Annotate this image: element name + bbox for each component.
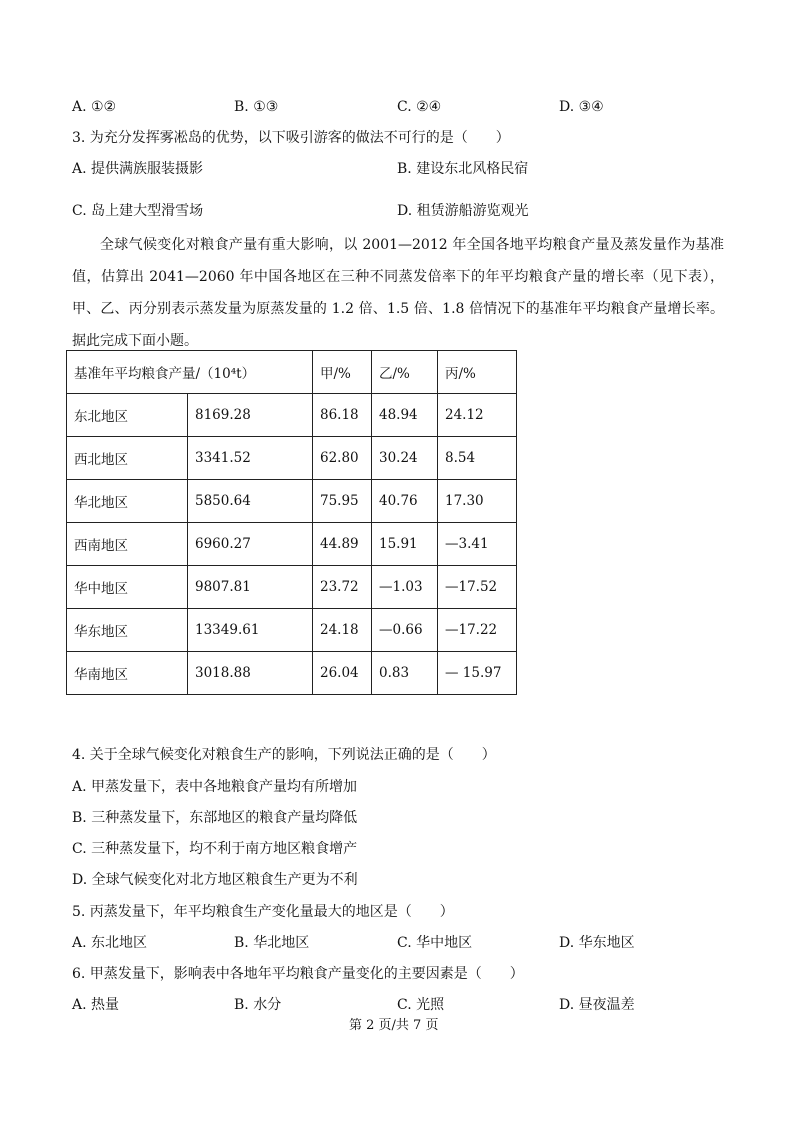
table-cell: 华中地区 bbox=[67, 566, 188, 609]
q5-option-c: C. 华中地区 bbox=[397, 935, 473, 951]
table-cell: 30.24 bbox=[372, 437, 438, 480]
table-cell: 86.18 bbox=[313, 394, 372, 437]
q5-option-b: B. 华北地区 bbox=[234, 935, 310, 951]
table-cell: 24.18 bbox=[313, 609, 372, 652]
table-cell: 东北地区 bbox=[67, 394, 188, 437]
page-footer: 第 2 页/共 7 页 bbox=[349, 1018, 439, 1033]
table-cell: 62.80 bbox=[313, 437, 372, 480]
table-cell: 5850.64 bbox=[188, 480, 313, 523]
q5-option-a: A. 东北地区 bbox=[72, 935, 148, 951]
table-header-cell: 甲/% bbox=[313, 351, 372, 394]
table-cell: 75.95 bbox=[313, 480, 372, 523]
table-cell: 3018.88 bbox=[188, 652, 313, 695]
table-cell: 23.72 bbox=[313, 566, 372, 609]
q4-option-a: A. 甲蒸发量下，表中各地粮食产量均有所增加 bbox=[72, 779, 358, 795]
q6-option-a: A. 热量 bbox=[72, 997, 120, 1013]
table-cell: 华南地区 bbox=[67, 652, 188, 695]
table-cell: —0.66 bbox=[372, 609, 438, 652]
table-header-cell: 基准年平均粮食产量/（10⁴t） bbox=[67, 351, 313, 394]
q5-stem: 5. 丙蒸发量下，年平均粮食生产变化量最大的地区是（ ） bbox=[72, 904, 454, 920]
table-cell: 西北地区 bbox=[67, 437, 188, 480]
q6-option-d: D. 昼夜温差 bbox=[559, 997, 635, 1013]
table-header-row bbox=[67, 351, 517, 394]
table-cell: —17.22 bbox=[438, 609, 517, 652]
table-cell: — 15.97 bbox=[438, 652, 517, 695]
q4-option-c: C. 三种蒸发量下，均不利于南方地区粮食增产 bbox=[72, 841, 358, 857]
table-cell: 15.91 bbox=[372, 523, 438, 566]
table-cell: —1.03 bbox=[372, 566, 438, 609]
table-row bbox=[67, 480, 517, 523]
table-row bbox=[67, 566, 517, 609]
table-cell: 24.12 bbox=[438, 394, 517, 437]
table-cell: 9807.81 bbox=[188, 566, 313, 609]
q3-option-d: D. 租赁游船游览观光 bbox=[397, 203, 529, 219]
table-cell: 17.30 bbox=[438, 480, 517, 523]
q2-option-d: D. ③④ bbox=[559, 99, 604, 115]
table-header-cell: 乙/% bbox=[372, 351, 438, 394]
table-row bbox=[67, 394, 517, 437]
table-row bbox=[67, 652, 517, 695]
grain-yield-table bbox=[66, 350, 517, 695]
q4-option-d: D. 全球气候变化对北方地区粮食生产更为不利 bbox=[72, 872, 358, 888]
q2-option-c: C. ②④ bbox=[397, 99, 442, 115]
q6-option-c: C. 光照 bbox=[397, 997, 445, 1013]
q2-option-a: A. ①② bbox=[72, 99, 117, 115]
table-header-cell: 丙/% bbox=[438, 351, 517, 394]
q4-option-b: B. 三种蒸发量下，东部地区的粮食产量均降低 bbox=[72, 810, 358, 826]
q3-option-c: C. 岛上建大型滑雪场 bbox=[72, 203, 204, 219]
table-cell: —3.41 bbox=[438, 523, 517, 566]
table-cell: 西南地区 bbox=[67, 523, 188, 566]
table-cell: —17.52 bbox=[438, 566, 517, 609]
q2-option-b: B. ①③ bbox=[234, 99, 279, 115]
table-row bbox=[67, 609, 517, 652]
table-cell: 40.76 bbox=[372, 480, 438, 523]
table-row bbox=[67, 437, 517, 480]
q6-option-b: B. 水分 bbox=[234, 997, 282, 1013]
table-cell: 8.54 bbox=[438, 437, 517, 480]
q3-option-b: B. 建设东北风格民宿 bbox=[397, 161, 529, 177]
q6-stem: 6. 甲蒸发量下，影响表中各地年平均粮食产量变化的主要因素是（ ） bbox=[72, 966, 524, 982]
table-cell: 48.94 bbox=[372, 394, 438, 437]
q4-stem: 4. 关于全球气候变化对粮食生产的影响，下列说法正确的是（ ） bbox=[72, 747, 496, 763]
table-cell: 华东地区 bbox=[67, 609, 188, 652]
table-cell: 13349.61 bbox=[188, 609, 313, 652]
q3-option-a: A. 提供满族服装摄影 bbox=[72, 161, 204, 177]
q3-stem: 3. 为充分发挥雾凇岛的优势，以下吸引游客的做法不可行的是（ ） bbox=[72, 130, 510, 146]
table-cell: 8169.28 bbox=[188, 394, 313, 437]
table-cell: 26.04 bbox=[313, 652, 372, 695]
table-row bbox=[67, 523, 517, 566]
q5-option-d: D. 华东地区 bbox=[559, 935, 635, 951]
table-cell: 0.83 bbox=[372, 652, 438, 695]
passage: 全球气候变化对粮食产量有重大影响，以 2001—2012 年全国各地平均粮食产量及蒸发量作为基准值，估算出 2041—2060 年中国各地区在三种不同蒸发倍率下的年平均粮食产量的增长率（见下表），甲、乙、丙分别表示蒸发量为原蒸发量的 1.2 倍、1.5 倍、1.8 倍情况下的基准年平均粮食产量增长率。据此完成下面小题。 bbox=[72, 237, 724, 349]
table-cell: 6960.27 bbox=[188, 523, 313, 566]
table-cell: 3341.52 bbox=[188, 437, 313, 480]
table-cell: 华北地区 bbox=[67, 480, 188, 523]
table-cell: 44.89 bbox=[313, 523, 372, 566]
